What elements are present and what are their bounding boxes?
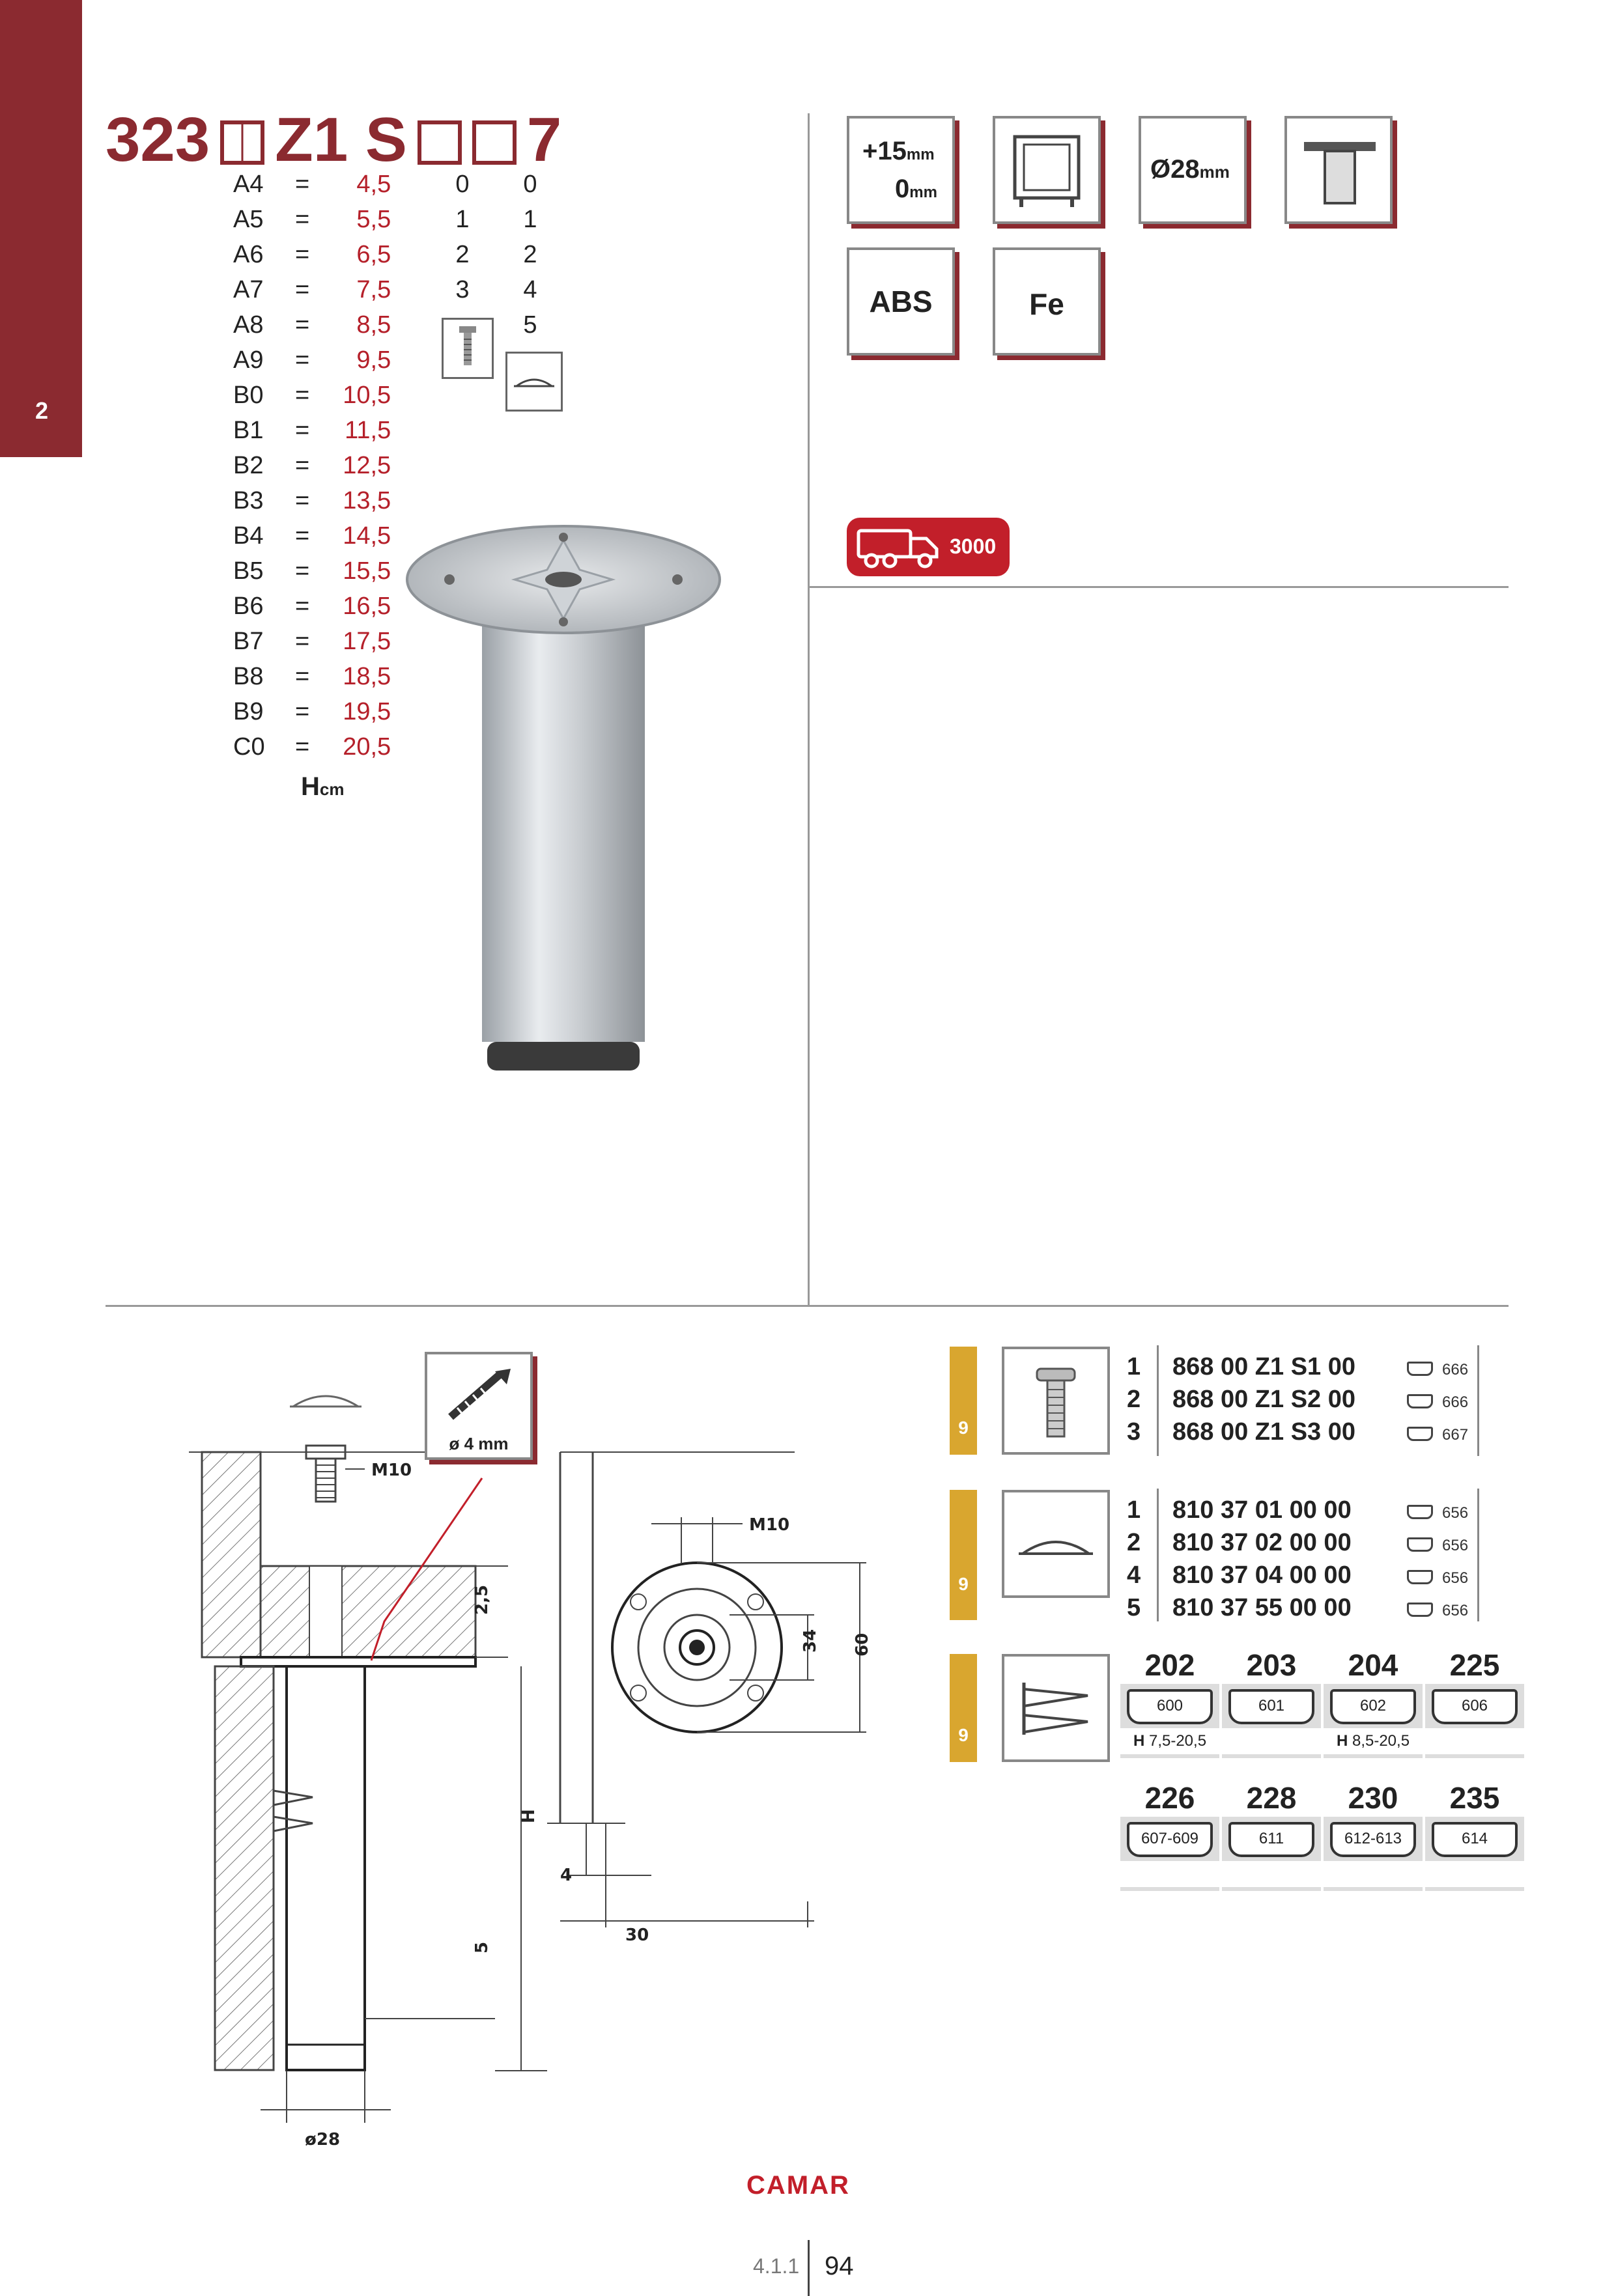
related-product-cell[interactable] (1324, 1780, 1423, 1891)
height-row: B6 = 16,5 (233, 593, 391, 620)
accessory-variant: 2 (1127, 1529, 1141, 1556)
height-placeholder-box (220, 120, 264, 165)
height-code: A6 (233, 241, 264, 268)
catalog-book-icon (1407, 1603, 1433, 1617)
diameter-icon: Ø28mm (1139, 116, 1247, 224)
screw-option: 0 (455, 171, 470, 198)
height-row: B8 = 18,5 (233, 663, 391, 690)
height-row: A8 = 8,5 (233, 311, 391, 339)
accessory-code: 868 00 Z1 S1 00 (1172, 1353, 1355, 1380)
height-adjust-icon: +15mm 0mm (847, 116, 955, 224)
screw-option: 3 (455, 276, 470, 303)
height-value: 5,5 (356, 206, 391, 233)
wood-screw-icon (427, 1354, 530, 1433)
related-page-ref: 602 (1359, 1697, 1387, 1715)
catalog-book-icon (1330, 1822, 1416, 1857)
height-code: B0 (233, 382, 264, 409)
catalog-book-icon (1407, 1394, 1433, 1408)
height-code: A8 (233, 311, 264, 339)
related-page-ref: 601 (1258, 1697, 1285, 1715)
related-height-range (1222, 1728, 1321, 1754)
related-page-ref: 606 (1461, 1697, 1488, 1715)
related-product-number: 204 (1324, 1647, 1423, 1684)
dim-60: 60 (853, 1632, 872, 1657)
screw-option: 2 (455, 241, 470, 268)
accessory-row (1127, 1529, 1468, 1557)
height-code: B6 (233, 593, 264, 620)
technical-drawing (156, 1341, 872, 2175)
height-code: B8 (233, 663, 264, 690)
height-row: B0 = 10,5 (233, 382, 391, 409)
height-row: A9 = 9,5 (233, 346, 391, 374)
height-row: A4 = 4,5 (233, 171, 391, 198)
height-value: 4,5 (356, 171, 391, 198)
height-value: 13,5 (343, 487, 391, 514)
brand-logo: CAMAR (746, 2171, 850, 2200)
horizontal-divider-bottom (106, 1305, 1509, 1307)
related-height-range (1425, 1861, 1524, 1887)
code-middle: Z1 S (275, 105, 407, 175)
accessory-variant: 1 (1127, 1496, 1141, 1524)
accessory-code: 810 37 02 00 00 (1172, 1529, 1352, 1556)
height-row: B5 = 15,5 (233, 557, 391, 585)
catalog-page-ref: 666 (1442, 1361, 1469, 1379)
height-row: A6 = 6,5 (233, 241, 391, 268)
height-code: B4 (233, 522, 264, 550)
acc-divider-4 (1477, 1489, 1479, 1621)
accessory-code: 868 00 Z1 S2 00 (1172, 1386, 1355, 1413)
catalog-page-ref: 656 (1442, 1537, 1469, 1554)
dim-30: 30 (625, 1925, 649, 1945)
height-value: 17,5 (343, 628, 391, 655)
height-row: A5 = 5,5 (233, 206, 391, 233)
height-code: A9 (233, 346, 264, 374)
related-product-cell[interactable] (1425, 1647, 1524, 1758)
related-page-ref: 611 (1258, 1830, 1284, 1847)
accessory-variant: 2 (1127, 1386, 1141, 1413)
dim-m10-side: M10 (371, 1461, 412, 1480)
dim-2-5: 2,5 (472, 1584, 492, 1615)
catalog-book-icon (1407, 1570, 1433, 1584)
accessory-row (1127, 1386, 1468, 1414)
cap-option: 1 (523, 206, 537, 233)
height-value: 7,5 (356, 276, 391, 303)
screw-spec-label: ø 4 mm (449, 1434, 509, 1453)
catalog-book-icon (1127, 1689, 1213, 1724)
related-product-cell[interactable] (1222, 1780, 1321, 1891)
accessory-row (1127, 1496, 1468, 1524)
section-number: 4.1.1 (753, 2254, 800, 2278)
related-product-number: 230 (1324, 1780, 1423, 1817)
related-height-range (1120, 1861, 1219, 1887)
height-row: B9 = 19,5 (233, 698, 391, 725)
catalog-book-icon (1432, 1689, 1518, 1724)
accessory-code: 868 00 Z1 S3 00 (1172, 1418, 1355, 1446)
catalog-page-ref: 656 (1442, 1569, 1469, 1587)
related-product-number: 202 (1120, 1647, 1219, 1684)
height-value: 14,5 (343, 522, 391, 550)
clip-accessory-image (1002, 1654, 1110, 1762)
dim-h: H (519, 1809, 539, 1823)
catalog-book-icon (1127, 1822, 1213, 1857)
catalog-page-ref: 666 (1442, 1393, 1469, 1411)
accessory-variant: 3 (1127, 1418, 1141, 1446)
related-product-number: 225 (1425, 1647, 1524, 1684)
screw-accessory-image (1002, 1347, 1110, 1455)
product-code (106, 104, 561, 176)
dim-d28: ø28 (305, 2130, 341, 2149)
related-height-range: H 7,5-20,5 (1120, 1728, 1219, 1754)
screw-option: 1 (455, 206, 470, 233)
delivery-badge (847, 518, 1010, 576)
height-row: A7 = 7,5 (233, 276, 391, 303)
cap-option: 0 (523, 171, 537, 198)
height-code: B9 (233, 698, 264, 725)
height-code: A5 (233, 206, 264, 233)
height-row: B4 = 14,5 (233, 522, 391, 550)
related-height-range: H 8,5-20,5 (1324, 1728, 1423, 1754)
height-row: B2 = 12,5 (233, 452, 391, 479)
related-tag: 9 (950, 1654, 977, 1762)
accessory-variant: 1 (1127, 1353, 1141, 1380)
accessory-row (1127, 1418, 1468, 1446)
catalog-book-icon (1330, 1689, 1416, 1724)
dim-4: 4 (560, 1866, 573, 1885)
cap-option: 5 (523, 311, 537, 339)
catalog-book-icon (1228, 1689, 1314, 1724)
catalog-book-icon (1407, 1537, 1433, 1552)
catalog-book-icon (1407, 1362, 1433, 1376)
dim-34: 34 (801, 1629, 820, 1653)
catalog-book-icon (1432, 1822, 1518, 1857)
catalog-page-ref: 656 (1442, 1504, 1469, 1522)
accessory-code: 810 37 01 00 00 (1172, 1496, 1352, 1524)
related-product-cell[interactable] (1120, 1647, 1219, 1758)
height-code: A4 (233, 171, 264, 198)
height-code: A7 (233, 276, 264, 303)
screw-spec-box (425, 1352, 533, 1460)
vertical-divider (808, 113, 810, 1305)
screw-placeholder-box (418, 120, 462, 165)
height-code: B3 (233, 487, 264, 514)
screw-option-icon (442, 318, 494, 379)
related-product-cell[interactable] (1324, 1647, 1423, 1758)
accessory-code: 810 37 55 00 00 (1172, 1594, 1352, 1621)
height-code: C0 (233, 733, 265, 761)
catalog-book-icon (1407, 1505, 1433, 1519)
dim-5: 5 (472, 1941, 492, 1953)
height-value: 15,5 (343, 557, 391, 585)
code-prefix: 323 (106, 105, 210, 175)
accessory-variant: 5 (1127, 1594, 1141, 1621)
cap-option: 4 (523, 276, 537, 303)
related-product-cell[interactable] (1222, 1647, 1321, 1758)
catalog-page-ref: 667 (1442, 1426, 1469, 1444)
height-row: B1 = 11,5 (233, 417, 391, 444)
related-height-range (1222, 1861, 1321, 1887)
leg-profile-icon (1284, 116, 1393, 224)
height-value: 20,5 (343, 733, 391, 761)
dim-m10-top: M10 (749, 1515, 790, 1535)
height-value: 12,5 (343, 452, 391, 479)
cap-option-icon (505, 352, 563, 412)
height-code: B5 (233, 557, 264, 585)
height-row: B3 = 13,5 (233, 487, 391, 514)
catalog-book-icon (1407, 1427, 1433, 1441)
height-code: B1 (233, 417, 264, 444)
horizontal-divider-right (808, 586, 1509, 588)
height-unit: Hcm (301, 772, 345, 801)
related-height-range (1324, 1861, 1423, 1887)
accessory-row (1127, 1594, 1468, 1622)
chapter-tab (0, 0, 82, 457)
chapter-number: 2 (35, 397, 49, 424)
page-number: 94 (825, 2252, 854, 2280)
height-code: B7 (233, 628, 264, 655)
height-value: 18,5 (343, 663, 391, 690)
related-product-cell[interactable] (1425, 1780, 1524, 1891)
height-value: 19,5 (343, 698, 391, 725)
height-row: C0 = 20,5 (233, 733, 391, 761)
height-value: 16,5 (343, 593, 391, 620)
related-page-ref: 614 (1461, 1830, 1488, 1847)
related-product-cell[interactable] (1120, 1780, 1219, 1891)
related-page-ref: 612-613 (1344, 1830, 1402, 1847)
related-product-number: 235 (1425, 1780, 1524, 1817)
material-abs-icon: ABS (847, 247, 955, 356)
related-page-ref: 600 (1156, 1697, 1184, 1715)
catalog-page-ref: 656 (1442, 1602, 1469, 1619)
table-leg-photo (404, 521, 762, 1250)
cap-placeholder-box (472, 120, 517, 165)
height-value: 11,5 (345, 417, 391, 444)
accessory-code: 810 37 04 00 00 (1172, 1561, 1352, 1589)
related-page-ref: 607-609 (1141, 1830, 1199, 1847)
height-value: 10,5 (343, 382, 391, 409)
related-height-range (1425, 1728, 1524, 1754)
code-suffix: 7 (526, 105, 562, 175)
acc-divider-2 (1477, 1345, 1479, 1456)
cap-accessory-image (1002, 1490, 1110, 1598)
catalog-book-icon (1228, 1822, 1314, 1857)
related-product-number: 226 (1120, 1780, 1219, 1817)
accessory-row (1127, 1561, 1468, 1589)
height-value: 9,5 (356, 346, 391, 374)
material-fe-icon: Fe (993, 247, 1101, 356)
height-code: B2 (233, 452, 264, 479)
accessory-tag-1: 9 (950, 1347, 977, 1455)
cabinet-mount-icon (993, 116, 1101, 224)
height-value: 8,5 (356, 311, 391, 339)
cap-option: 2 (523, 241, 537, 268)
accessory-tag-2: 9 (950, 1490, 977, 1620)
height-value: 6,5 (356, 241, 391, 268)
footer-divider (808, 2240, 810, 2296)
delivery-quantity: 3000 (950, 535, 997, 558)
truck-icon (857, 527, 942, 568)
related-product-number: 228 (1222, 1780, 1321, 1817)
accessory-row (1127, 1353, 1468, 1381)
height-row: B7 = 17,5 (233, 628, 391, 655)
accessory-variant: 4 (1127, 1561, 1141, 1589)
related-product-number: 203 (1222, 1647, 1321, 1684)
